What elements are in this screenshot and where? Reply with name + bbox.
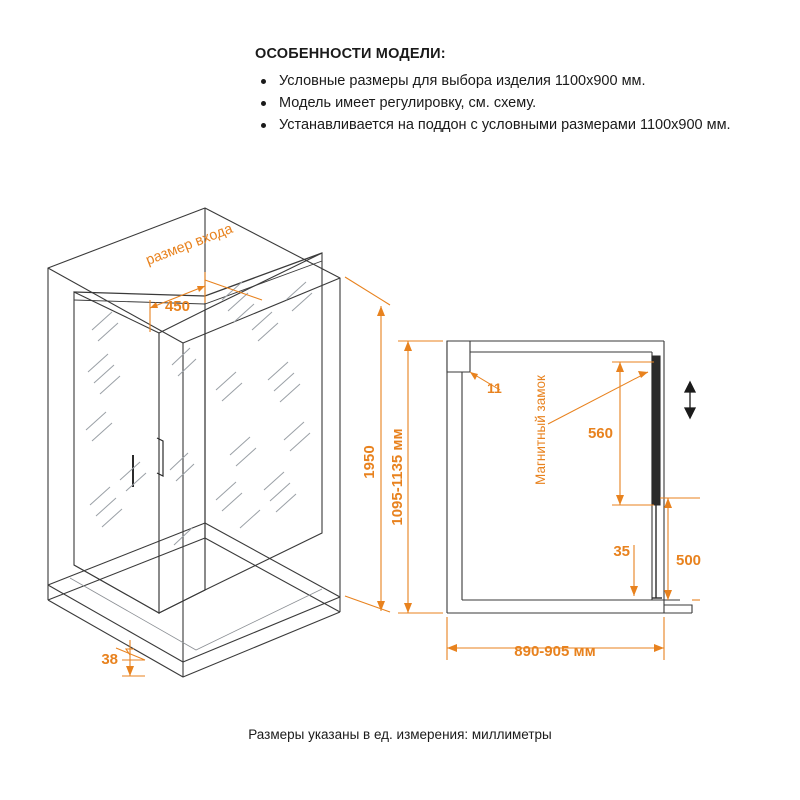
adjustment-arrows-icon: [685, 382, 695, 418]
entry-label: размер входа: [143, 220, 236, 269]
features-title: ОСОБЕННОСТИ МОДЕЛИ:: [255, 46, 446, 62]
base-label: 38: [101, 651, 118, 668]
magnetic-lock-label: Магнитный замок: [533, 375, 548, 485]
height-label: 1950: [361, 445, 378, 479]
depth-range-label: 1095-1135 мм: [389, 428, 406, 526]
list-item: Условные размеры для выбора изделия 1100х900 мм.: [255, 71, 765, 92]
handle-height-label: 560: [587, 425, 613, 442]
list-item: Устанавливается на поддон с условными размерами 1100х900 мм.: [255, 115, 765, 136]
offset-bottom-label: 35: [613, 543, 630, 560]
footnote: Размеры указаны в ед. измерения: миллиметры: [248, 727, 552, 742]
door-leaf-section: [652, 356, 660, 505]
list-item: Модель имеет регулировку, см. схему.: [255, 93, 765, 114]
entry-width-label: 450: [164, 298, 190, 315]
width-range-label: 890-905 мм: [514, 643, 596, 660]
panel-height-label: 500: [676, 552, 702, 569]
offset-top-label: 11: [487, 380, 502, 396]
